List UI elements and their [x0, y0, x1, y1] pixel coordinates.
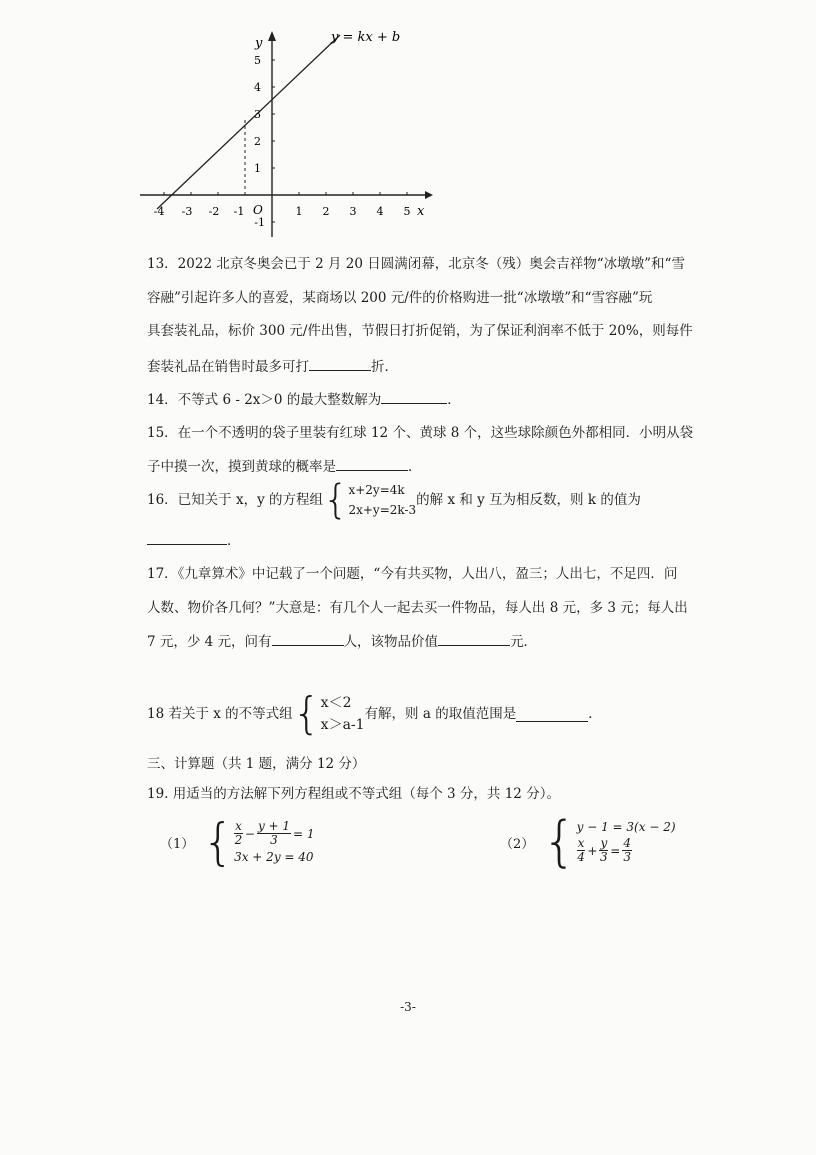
- answer-blank[interactable]: [438, 631, 510, 646]
- line-label: y = kx + b: [331, 30, 401, 45]
- question-14: [147, 389, 461, 410]
- equation-1: x+2y=4k: [348, 483, 405, 497]
- q17-end: 元．: [510, 634, 538, 650]
- section-3-heading: 三、计算题（共 1 题，满分 12 分）: [147, 756, 366, 772]
- fraction: $\frac{y + 1}{3}$: [257, 819, 291, 847]
- question-15-line-2: [147, 456, 422, 477]
- x-tick-label: 5: [403, 205, 411, 218]
- question-18: [147, 688, 602, 740]
- question-17-line-2: 人数、物价各几何？”大意是：有几个人一起去买一件物品，每人出 8 元，多 3 元；每人出: [147, 600, 688, 616]
- answer-blank[interactable]: [336, 456, 408, 471]
- q18-end: ．: [588, 706, 602, 722]
- function-line: [157, 35, 340, 209]
- q13-text: 套装礼品在销售时最多可打: [147, 359, 309, 375]
- x-tick-label: 3: [349, 205, 357, 218]
- x-tick-label: -3: [181, 205, 193, 218]
- q16-text-post: 的解 x 和 y 互为相反数，则 k 的值为: [416, 492, 641, 508]
- inequality-system: [321, 692, 365, 736]
- x-tick-label: 2: [322, 205, 330, 218]
- y-tick-label: 3: [254, 108, 261, 121]
- q16-text: 16．已知关于 x，y 的方程组: [147, 492, 324, 508]
- q19-part-1: [160, 813, 315, 871]
- brace-icon: {: [202, 813, 235, 871]
- y-tick-label: 5: [254, 54, 261, 67]
- question-13-line-3: 具套装礼品，标价 300 元/件出售，节假日打折促销，为了保证利润率不低于 20%，则每件: [147, 323, 693, 339]
- x-tick-label: -1: [233, 205, 245, 218]
- q14-end: ．: [447, 392, 461, 408]
- x-axis-label: x: [417, 204, 425, 219]
- inequality-1: x＜2: [320, 695, 352, 711]
- brace-icon: {: [542, 810, 577, 873]
- equation-system: [348, 480, 416, 520]
- question-16-answer: [147, 530, 241, 551]
- origin-label: O: [253, 203, 263, 217]
- inequality-2: x＞a-1: [320, 717, 365, 733]
- y-tick-label: 1: [254, 162, 261, 175]
- question-16: [147, 476, 641, 524]
- plus-sign: +: [587, 843, 598, 858]
- equation-1: [234, 820, 314, 847]
- equation-2: [577, 837, 676, 864]
- y-tick-label: 4: [254, 81, 261, 94]
- x-tick-label: -4: [153, 205, 165, 218]
- question-13-line-1: 13．2022 北京冬奥会已于 2 月 20 日圆满闭幕，北京冬（残）奥会吉祥物“冰墩墩”和“雪: [147, 256, 685, 272]
- page-number: -3-: [400, 1000, 416, 1014]
- x-tick-label: 4: [376, 205, 384, 218]
- brace-icon: {: [292, 688, 321, 739]
- y-tick-label: -1: [254, 216, 265, 229]
- x-axis-arrow: [425, 191, 433, 199]
- y-axis-label: y: [255, 36, 263, 51]
- equation-rhs: = 1: [293, 826, 315, 841]
- answer-blank[interactable]: [516, 707, 588, 722]
- fraction: $\frac{4}{3}$: [623, 836, 631, 864]
- q17-text: 7 元，少 4 元，问有: [147, 634, 272, 650]
- answer-blank[interactable]: [272, 631, 344, 646]
- q15-end: ．: [408, 459, 422, 475]
- y-axis-arrow: [268, 31, 276, 41]
- linear-function-graph: [135, 25, 435, 240]
- q19-part-2: [500, 810, 676, 873]
- y-tick-label: 2: [254, 135, 261, 148]
- equation-2: 2x+y=2k-3: [348, 503, 417, 517]
- q13-end: 折．: [371, 359, 398, 375]
- x-tick-label: -2: [208, 205, 220, 218]
- part-label: （2）: [500, 836, 535, 852]
- q17-text-mid: 人，该物品价值: [343, 634, 439, 650]
- equals-sign: =: [610, 843, 621, 858]
- question-13-line-2: 容融”引起许多人的喜爱，某商场以 200 元/件的价格购进一批“冰墩墩”和“雪容融”玩: [147, 290, 653, 306]
- question-17-line-1: 17．《九章算术》中记载了一个问题，“今有共买物，人出八，盈三；人出七，不足四．问: [147, 566, 678, 582]
- fraction: $\frac{y}{3}$: [600, 836, 608, 864]
- part-label: （1）: [160, 836, 195, 852]
- x-tick-label: 1: [295, 205, 303, 218]
- q18-text-post: 有解，则 a 的取值范围是: [364, 706, 517, 722]
- equation-1: y − 1 = 3(x − 2): [576, 820, 676, 834]
- q16-end: ．: [227, 533, 241, 549]
- question-17-line-3: [147, 631, 537, 652]
- fraction: $\frac{x}{2}$: [234, 819, 243, 847]
- answer-blank[interactable]: [147, 530, 227, 545]
- q15-text: 子中摸一次，摸到黄球的概率是: [147, 459, 336, 475]
- answer-blank[interactable]: [309, 356, 371, 371]
- answer-blank[interactable]: [381, 389, 447, 404]
- equation-system: [234, 820, 314, 864]
- question-13-line-4: [147, 356, 398, 377]
- minus-sign: −: [244, 826, 255, 841]
- q14-text: 14．不等式 6 - 2x＞0 的最大整数解为: [147, 392, 382, 408]
- brace-icon: {: [323, 477, 349, 523]
- equation-system: [577, 820, 676, 864]
- question-19: 19. 用适当的方法解下列方程组或不等式组（每个 3 分，共 12 分）。: [147, 786, 560, 802]
- fraction: $\frac{x}{4}$: [577, 836, 585, 864]
- question-15-line-1: 15．在一个不透明的袋子里装有红球 12 个、黄球 8 个，这些球除颜色外都相同．小明从袋: [147, 425, 694, 441]
- equation-2: 3x + 2y = 40: [234, 850, 314, 864]
- x-tick-labels: [154, 205, 411, 218]
- q18-text: 18 若关于 x 的不等式组: [147, 706, 293, 722]
